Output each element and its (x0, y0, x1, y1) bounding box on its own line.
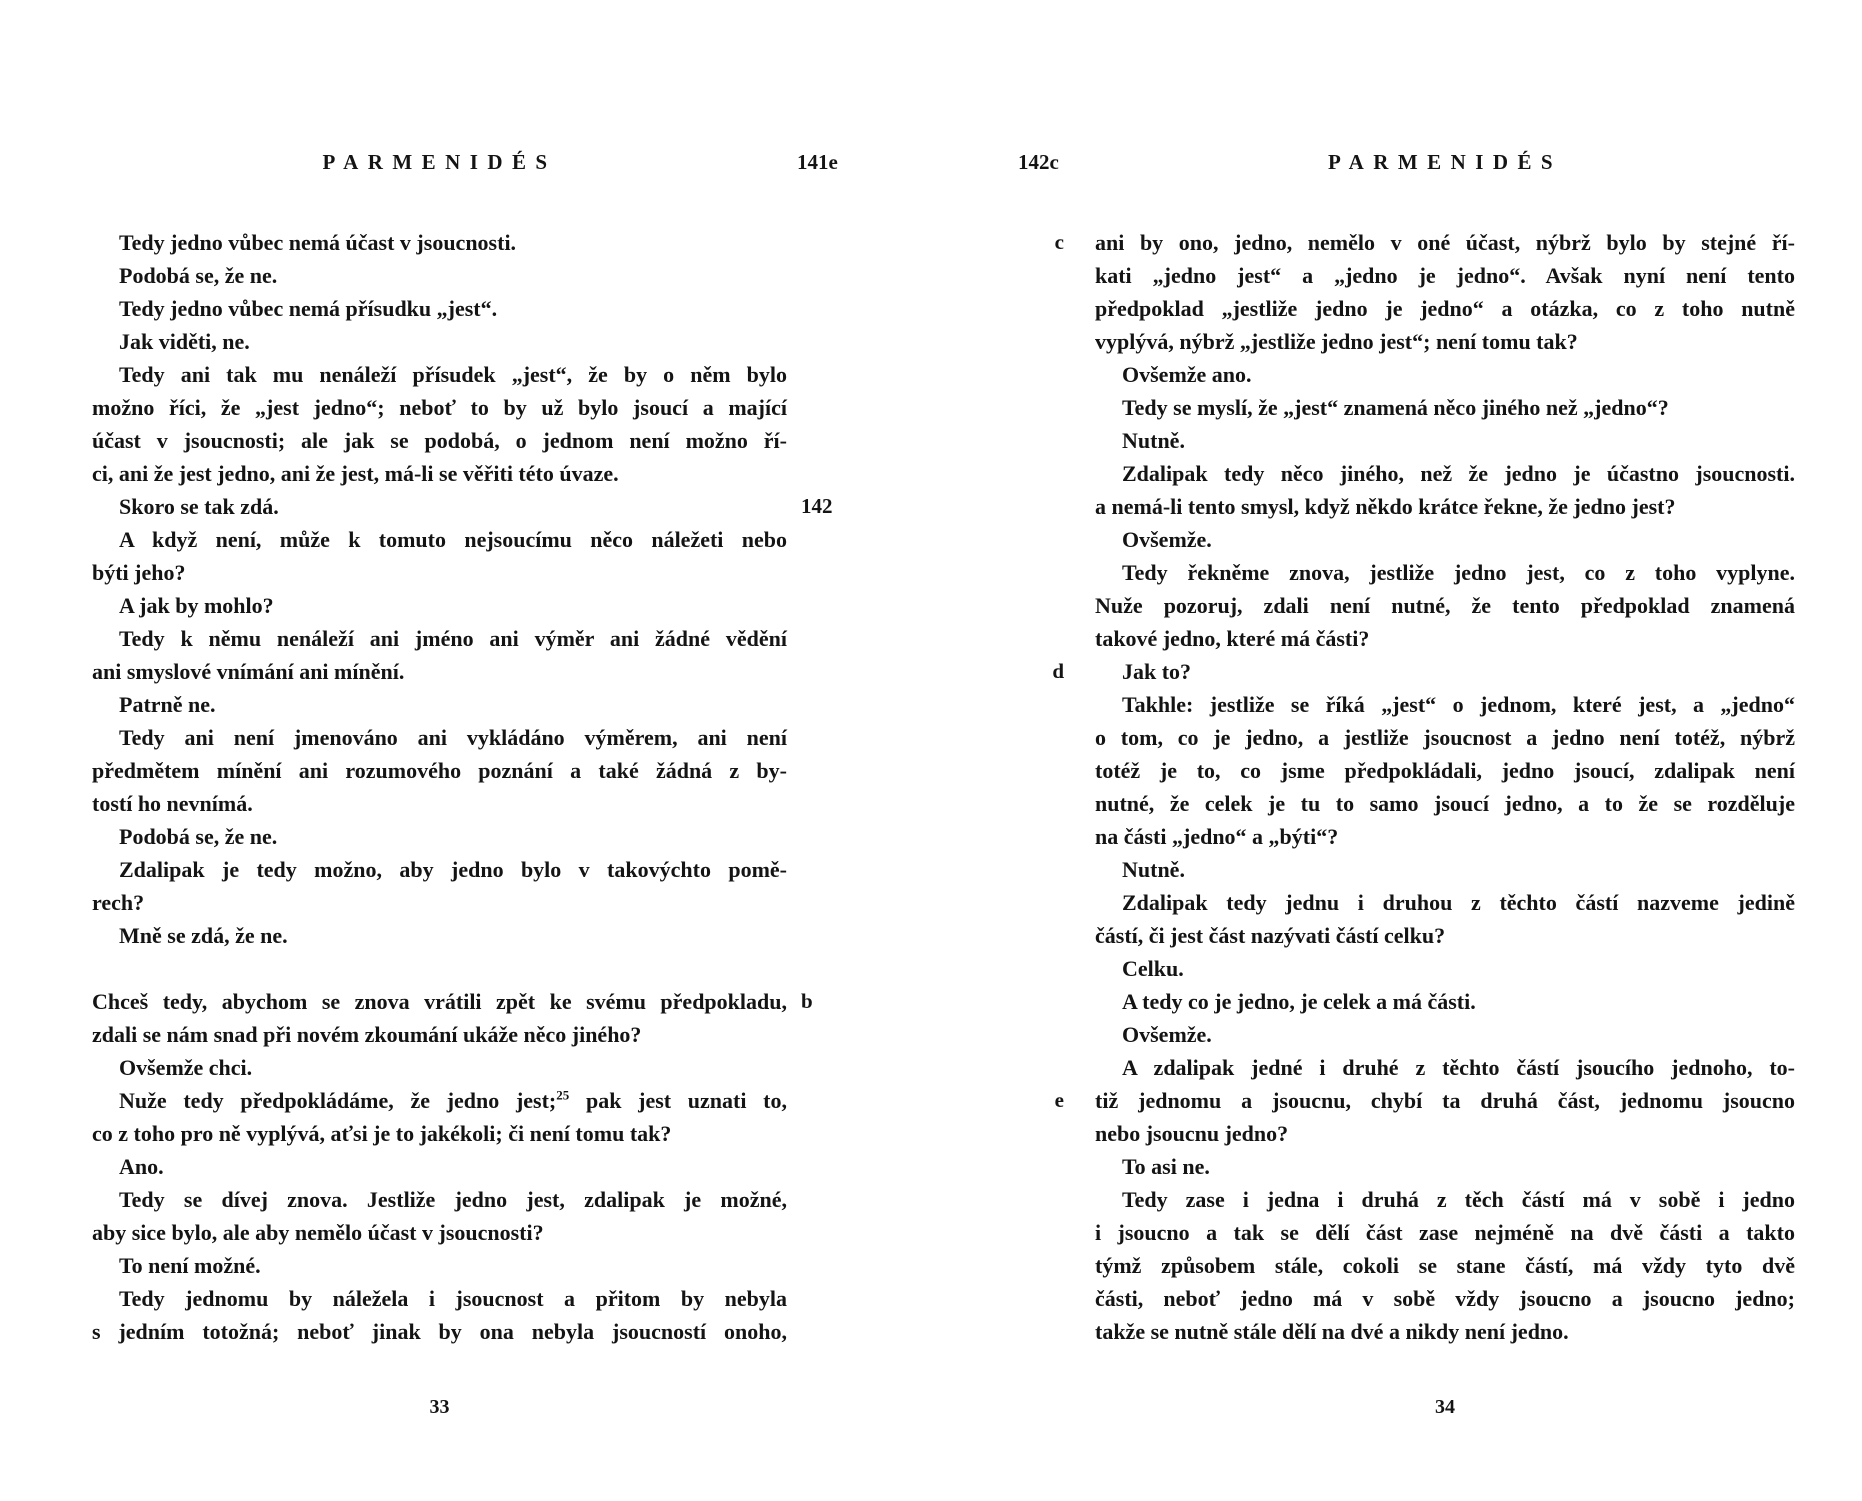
footnote-reference: 25 (556, 1087, 570, 1103)
text-line: totéž je to, co jsme předpokládali, jedno jsoucí, zdalipak není (1095, 758, 1795, 783)
text-line: Takhle: jestliže se říká „jest“ o jednom, které jest, a „jedno“ (1122, 692, 1795, 717)
text-line: Skoro se tak zdá. 142 (92, 490, 787, 523)
text-line: Jak viděti, ne. (119, 329, 250, 354)
text-line: Tedy zase i jedna i druhá z těch částí má v sobě i jedno (1122, 1187, 1795, 1212)
text-line: Ovšemže ano. (1122, 362, 1252, 387)
margin-note: c (1054, 230, 1064, 254)
text-column-right (1052, 226, 1795, 1348)
text-line: Nuže tedy předpokládáme, že jedno jest;$^{25}$ pak jest uznati to, (119, 1087, 787, 1113)
text-line: zdali se nám snad při novém zkoumání ukáže něco jiného? (92, 1022, 642, 1047)
text-line: Tedy řekněme znova, jestliže jedno jest, co z toho vyplyne. (1122, 560, 1795, 585)
text-line: Zdalipak je tedy možno, aby jedno bylo v takovýchto pomě- (119, 857, 787, 882)
text-line: Celku. (1122, 956, 1184, 981)
text-line: To asi ne. (1122, 1154, 1210, 1179)
text-line: kati „jedno jest“ a „jedno je jedno“. Avšak nyní není tento (1095, 263, 1795, 288)
text-line: vyplývá, nýbrž „jestliže jedno jest“; není tomu tak? (1095, 329, 1578, 354)
text-line: i jsoucno a tak se dělí část zase nejméně na dvě části a takto (1095, 1220, 1795, 1245)
text-line: Tedy jednomu by náležela i jsoucnost a přitom by nebyla (119, 1286, 787, 1311)
stephanus-folio-142c: 142c (1018, 150, 1059, 174)
text-line: Podobá se, že ne. (119, 263, 278, 288)
margin-note: e (1054, 1088, 1064, 1112)
margin-note: d (1052, 659, 1064, 683)
text-line: aby sice bylo, ale aby nemělo účast v jsoucnosti? (92, 1220, 544, 1245)
text-line: Tedy se myslí, že „jest“ znamená něco jiného než „jedno“? (1122, 395, 1669, 420)
running-head-title: PARMENIDÉS (322, 150, 557, 174)
text-line: A když není, může k tomuto nejsoucímu něco náležeti nebo (119, 527, 787, 552)
text-column-left (92, 226, 833, 1348)
text-line: účast v jsoucnosti; ale jak se podobá, o jednom není možno ří- (92, 428, 787, 453)
text-line: A tedy co je jedno, je celek a má části. (1122, 989, 1476, 1014)
text-line: předmětem mínění ani rozumového poznání a také žádná z by- (92, 758, 787, 783)
text-line: co z toho pro ně vyplývá, aťsi je to jakékoli; či není tomu tak? (92, 1121, 672, 1146)
text-line: býti jeho? (92, 560, 186, 585)
text-line: Nuže pozoruj, zdali není nutné, že tento předpoklad znamená (1095, 593, 1795, 618)
text-line: Chceš tedy, abychom se znova vrátili zpět ke svému předpokladu, b (92, 985, 787, 1018)
stephanus-folio-141e: 141e (797, 150, 838, 174)
margin-note: 142 (801, 494, 833, 518)
text-line: Ovšemže chci. (119, 1055, 253, 1080)
text-line: tostí ho nevnímá. (92, 791, 253, 816)
text-line: Tedy ani tak mu nenáleží přísudek „jest“, že by o něm bylo (119, 362, 787, 387)
text-line: To není možné. (119, 1253, 261, 1278)
text-line: Mně se zdá, že ne. (119, 923, 288, 948)
page-number-right: 34 (1435, 1396, 1455, 1418)
text-line: takže se nutně stále dělí na dvé a nikdy není jedno. (1095, 1319, 1569, 1344)
running-head-title: PARMENIDÉS (1327, 150, 1563, 174)
text-line: částí, či jest část nazývati částí celku? (1095, 923, 1446, 948)
text-line: Tedy se dívej znova. Jestliže jedno jest, zdalipak je možné, (119, 1187, 787, 1212)
text-line: o tom, co je jedno, a jestliže jsoucnost a jedno není totéž, nýbrž (1095, 725, 1795, 750)
text-line: Ano. (119, 1154, 164, 1179)
text-line: Podobá se, že ne. (119, 824, 278, 849)
page-number-left: 33 (429, 1396, 450, 1418)
text-line: možno říci, že „jest jedno“; neboť to by už bylo jsoucí a mající (92, 395, 787, 420)
blank-line (92, 952, 787, 985)
text-line: rech? (92, 890, 145, 915)
text-line: tiž jednomu a jsoucnu, chybí ta druhá část, jednomu jsoucno e (1095, 1084, 1795, 1117)
text-line: Patrně ne. (119, 692, 216, 717)
text-line: ani smyslové vnímání ani mínění. (92, 659, 405, 684)
text-line: na části „jedno“ a „býti“? (1095, 824, 1339, 849)
text-line: Tedy ani není jmenováno ani vykládáno výměrem, ani není (119, 725, 787, 750)
text-line: nutné, že celek je tu to samo jsoucí jedno, a to že se rozděluje (1095, 791, 1795, 816)
text-line: Nutně. (1122, 428, 1185, 453)
text-line: ani by ono, jedno, nemělo v oné účast, nýbrž bylo by stejné ří- c (1095, 226, 1795, 259)
text-line: Jak to? d (1095, 655, 1795, 688)
text-line: Tedy k němu nenáleží ani jméno ani výměr ani žádné vědění (119, 626, 787, 651)
text-line: takové jedno, které má části? (1095, 626, 1370, 651)
text-line: Ovšemže. (1122, 1022, 1212, 1047)
margin-note: b (801, 989, 813, 1013)
text-line: části, neboť jedno má v sobě vždy jsoucno a jsoucno jedno; (1095, 1286, 1795, 1311)
text-line: a nemá-li tento smysl, když někdo krátce řekne, že jedno jest? (1095, 494, 1676, 519)
text-line: s jedním totožná; neboť jinak by ona nebyla jsoucností onoho, (92, 1319, 787, 1344)
text-line: Tedy jedno vůbec nemá účast v jsoucnosti. (119, 230, 517, 255)
text-line: týmž způsobem stále, cokoli se stane částí, má vždy tyto dvě (1095, 1253, 1795, 1278)
text-line: A jak by mohlo? (119, 593, 274, 618)
page-right (931, 0, 1862, 1501)
text-line: ci, ani že jest jedno, ani že jest, má-li se věřiti této úvaze. (92, 461, 619, 486)
text-line: Zdalipak tedy něco jiného, než že jedno je účastno jsoucnosti. (1122, 461, 1795, 486)
text-line: Tedy jedno vůbec nemá přísudku „jest“. (119, 296, 498, 321)
text-line: Nutně. (1122, 857, 1185, 882)
text-line: Ovšemže. (1122, 527, 1212, 552)
text-line: Zdalipak tedy jednu i druhou z těchto částí nazveme jedině (1122, 890, 1795, 915)
text-line: předpoklad „jestliže jedno je jedno“ a otázka, co z toho nutně (1095, 296, 1795, 321)
text-line: A zdalipak jedné i druhé z těchto částí jsoucího jednoho, to- (1122, 1055, 1795, 1080)
text-line: nebo jsoucnu jedno? (1095, 1121, 1289, 1146)
